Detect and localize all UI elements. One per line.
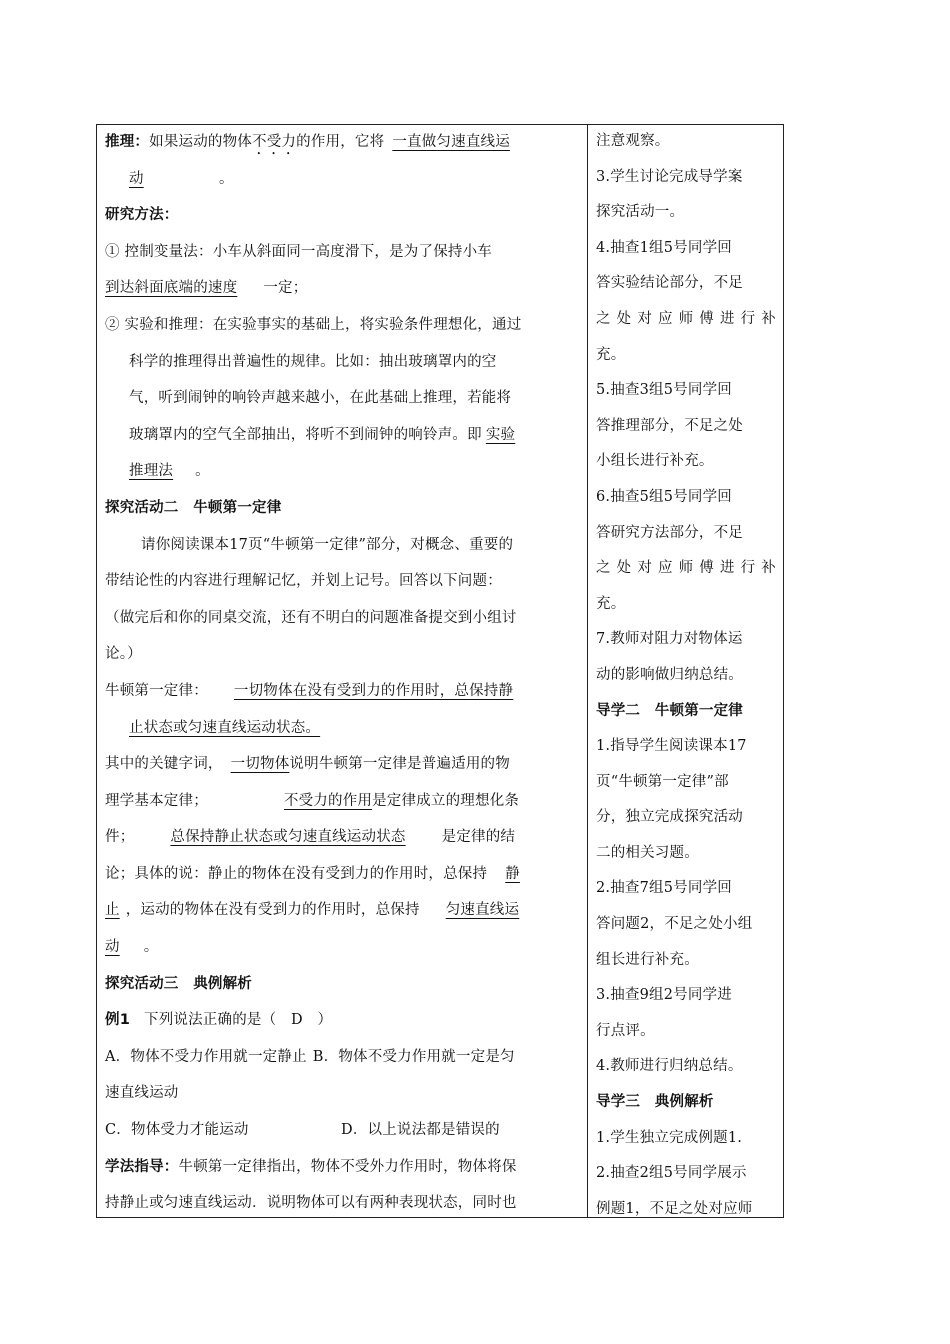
option-b: B．物体不受力作用就一定是匀 xyxy=(312,1048,515,1065)
reasoning-heading: 推理： xyxy=(105,134,150,150)
options-line-1 xyxy=(105,1039,579,1076)
teacher-note-line: 5.抽查3组5号同学回 xyxy=(596,382,732,399)
teacher-note-line: 行点评。 xyxy=(596,1022,655,1039)
left-column xyxy=(105,124,579,1222)
text: 的作用，它将 xyxy=(296,134,385,150)
law-line-1 xyxy=(105,673,579,710)
teacher-note-line: 答推理部分，不足之处 xyxy=(596,417,743,434)
teacher-note-line: 3.抽查9组2号同学进 xyxy=(596,987,732,1004)
teacher-note-line: 例题1，不足之处对应师 xyxy=(596,1200,753,1217)
method-2-line-5 xyxy=(105,453,579,490)
teacher-note-line: 之处对应师傅进行补 xyxy=(596,310,776,327)
answer-text: 动 xyxy=(129,170,144,187)
option-d: D．以上说法都是错误的 xyxy=(341,1122,500,1139)
guide-line-2: 持静止或匀速直线运动．说明物体可以有两种表现状态，同时也 xyxy=(105,1195,517,1212)
example-label: 例1 xyxy=(105,1012,130,1029)
teacher-note-line: 答研究方法部分，不足 xyxy=(596,524,743,541)
right-column xyxy=(596,124,776,1227)
text: 件； xyxy=(105,829,135,846)
answer-text: 静 xyxy=(505,865,520,882)
text: 说明牛顿第一定律是普遍适用的物 xyxy=(289,756,510,773)
answer-text: 不受力的作用 xyxy=(283,792,373,809)
teacher-note-line: 注意观察。 xyxy=(596,133,670,149)
guide-line-1 xyxy=(105,1149,579,1186)
example-question xyxy=(105,1002,579,1039)
guide-3-heading: 导学三 典例解析 xyxy=(596,1094,714,1111)
text: 如果运动的物体 xyxy=(149,134,253,150)
teacher-note-line: 4.抽查1组5号同学回 xyxy=(596,239,732,256)
text: 。 xyxy=(219,170,234,187)
keyword-line-6 xyxy=(105,929,579,966)
answer-text: 实验 xyxy=(485,426,516,443)
keyword-line-5 xyxy=(105,892,579,929)
text: 。 xyxy=(195,463,210,480)
answer-text: 一切物体在没有受到力的作用时，总保持静 xyxy=(233,682,514,699)
activity-2-heading: 探究活动二 牛顿第一定律 xyxy=(105,499,282,516)
text: 其中的关键字词， xyxy=(105,756,223,773)
teacher-note-line: 充。 xyxy=(596,346,626,363)
text: 论；具体的说：静止的物体在没有受到力的作用时，总保持 xyxy=(105,865,488,882)
paragraph-line-4: 论。） xyxy=(105,646,142,663)
answer-text: 止状态或匀速直线运动状态。 xyxy=(129,719,321,736)
column-divider xyxy=(587,124,588,1218)
text: 牛顿第一定律指出，物体不受外力作用时，物体将保 xyxy=(178,1158,517,1175)
keyword-line-2 xyxy=(105,783,579,820)
teacher-note-line: 4.教师进行归纳总结。 xyxy=(596,1058,743,1075)
options-line-3 xyxy=(105,1112,579,1149)
teacher-note-line: 6.抽查5组5号同学回 xyxy=(596,488,732,505)
paragraph-line-3: （做完后和你的同桌交流，还有不明白的问题准备提交到小组讨 xyxy=(105,609,517,626)
teacher-note-line: 组长进行补充。 xyxy=(596,951,699,968)
teacher-note-line: 小组长进行补充。 xyxy=(596,453,714,470)
guide-2-heading: 导学二 牛顿第一定律 xyxy=(596,702,743,719)
emphasis-text: 不受力 xyxy=(252,134,297,150)
answer-text: 匀速直线运 xyxy=(445,902,520,919)
law-label: 牛顿第一定律： xyxy=(105,682,208,699)
answer-text: 到达斜面底端的速度 xyxy=(105,280,238,297)
text: 。 xyxy=(143,939,159,956)
law-line-2 xyxy=(105,710,579,747)
activity-3-heading: 探究活动三 典例解析 xyxy=(105,975,252,992)
teacher-note-line: 2.抽查2组5号同学展示 xyxy=(596,1165,747,1182)
teacher-note-line: 分，独立完成探究活动 xyxy=(596,809,743,826)
keyword-line-4 xyxy=(105,856,579,893)
guide-heading: 学法指导： xyxy=(105,1158,179,1175)
teacher-note-line: 答问题2，不足之处小组 xyxy=(596,916,753,933)
answer-text: 止 xyxy=(105,902,120,919)
paragraph-line-2: 带结论性的内容进行理解记忆，并划上记号。回答以下问题： xyxy=(105,573,502,590)
answer-text: 动 xyxy=(105,939,120,956)
text: ，运动的物体在没有受到力的作用时，总保持 xyxy=(125,902,420,919)
teacher-note-line: 动的影响做归纳总结。 xyxy=(596,666,743,683)
question-text: 下列说法正确的是（ D ） xyxy=(144,1012,333,1029)
option-a: A．物体不受力作用就一定静止 xyxy=(105,1048,307,1065)
text: 是定律成立的理想化条 xyxy=(372,792,520,809)
reasoning-line-2 xyxy=(105,161,579,198)
teacher-note-line: 1.学生独立完成例题1. xyxy=(596,1129,743,1146)
text: 玻璃罩内的空气全部抽出，将听不到闹钟的响铃声。即 xyxy=(129,426,482,443)
teacher-note-line: 3.学生讨论完成导学案 xyxy=(596,168,743,185)
teacher-note-line: 探究活动一。 xyxy=(596,204,685,221)
teacher-note-line: 充。 xyxy=(596,595,626,612)
answer-text: 总保持静止状态或匀速直线运动状态 xyxy=(170,829,406,846)
text: 是定律的结 xyxy=(441,829,516,846)
teacher-note-line: 二的相关习题。 xyxy=(596,844,699,861)
teacher-note-line: 页“牛顿第一定律”部 xyxy=(596,773,729,790)
method-heading: 研究方法： xyxy=(105,207,179,224)
method-2-line-1: ② 实验和推理：在实验事实的基础上，将实验条件理想化，通过 xyxy=(105,316,522,333)
method-2-line-3: 气，听到闹钟的响铃声越来越小，在此基础上推理，若能将 xyxy=(129,390,512,407)
method-1-line-1: ① 控制变量法：小车从斜面同一高度滑下，是为了保持小车 xyxy=(105,243,493,260)
keyword-line-3 xyxy=(105,819,579,856)
method-2-line-4 xyxy=(105,417,579,454)
text: 理学基本定律； xyxy=(105,792,208,809)
teacher-note-line: 1.指导学生阅读课本17 xyxy=(596,738,747,755)
text: 一定； xyxy=(263,280,308,297)
teacher-note-line: 之处对应师傅进行补 xyxy=(596,560,776,577)
method-2-line-2: 科学的推理得出普遍性的规律。比如：抽出玻璃罩内的空 xyxy=(129,353,497,370)
keyword-line-1 xyxy=(105,746,579,783)
reasoning-line-1 xyxy=(105,124,579,161)
teacher-note-line: 答实验结论部分，不足 xyxy=(596,275,743,292)
option-c: C．物体受力才能运动 xyxy=(105,1122,249,1139)
method-1-line-2 xyxy=(105,270,579,307)
answer-text: 一切物体 xyxy=(230,756,290,773)
teacher-note-line: 7.教师对阻力对物体运 xyxy=(596,631,743,648)
paragraph-line-1: 请你阅读课本17页“牛顿第一定律”部分，对概念、重要的 xyxy=(141,536,514,553)
teacher-note-line: 2.抽查7组5号同学回 xyxy=(596,880,732,897)
answer-text: 一直做匀速直线运 xyxy=(392,134,510,150)
answer-text: 推理法 xyxy=(129,463,174,480)
options-line-2: 速直线运动 xyxy=(105,1085,179,1102)
